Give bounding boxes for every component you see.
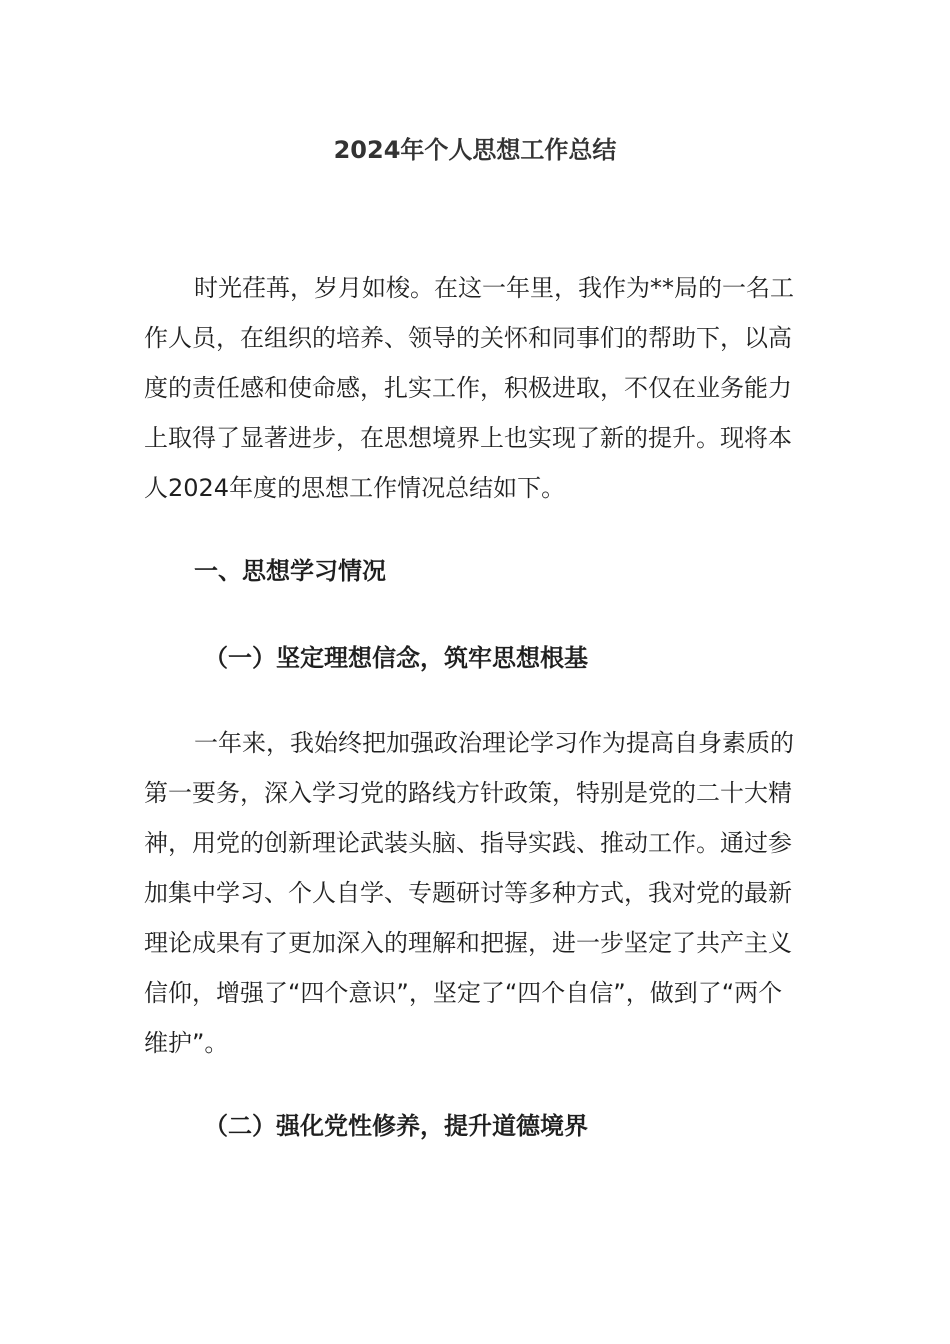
- subsection-body-1: 一年来，我始终把加强政治理论学习作为提高自身素质的第一要务，深入学习党的路线方针政策，特别是党的二十大精神，用党的创新理论武装头脑、指导实践、推动工作。通过参加集中学习、个人自学、专题研讨等多种方式，我对党的最新理论成果有了更加深入的理解和把握，进一步坚定了共产主义信仰，增强了“四个意识”，坚定了“四个自信”，做到了“两个维护”。: [144, 729, 794, 1057]
- subsection-heading-2: （二）强化党性修养，提升道德境界: [204, 1112, 588, 1140]
- subsection-heading-1: （一）坚定理想信念，筑牢思想根基: [204, 644, 588, 672]
- section-heading-1: 一、思想学习情况: [194, 557, 386, 585]
- document-title: 2024年个人思想工作总结: [333, 136, 617, 164]
- intro-paragraph: 时光荏苒，岁月如梭。在这一年里，我作为**局的一名工作人员，在组织的培养、领导的关怀和同事们的帮助下，以高度的责任感和使命感，扎实工作，积极进取，不仅在业务能力上取得了显著进步，在思想境界上也实现了新的提升。现将本人2024年度的思想工作情况总结如下。: [144, 274, 794, 502]
